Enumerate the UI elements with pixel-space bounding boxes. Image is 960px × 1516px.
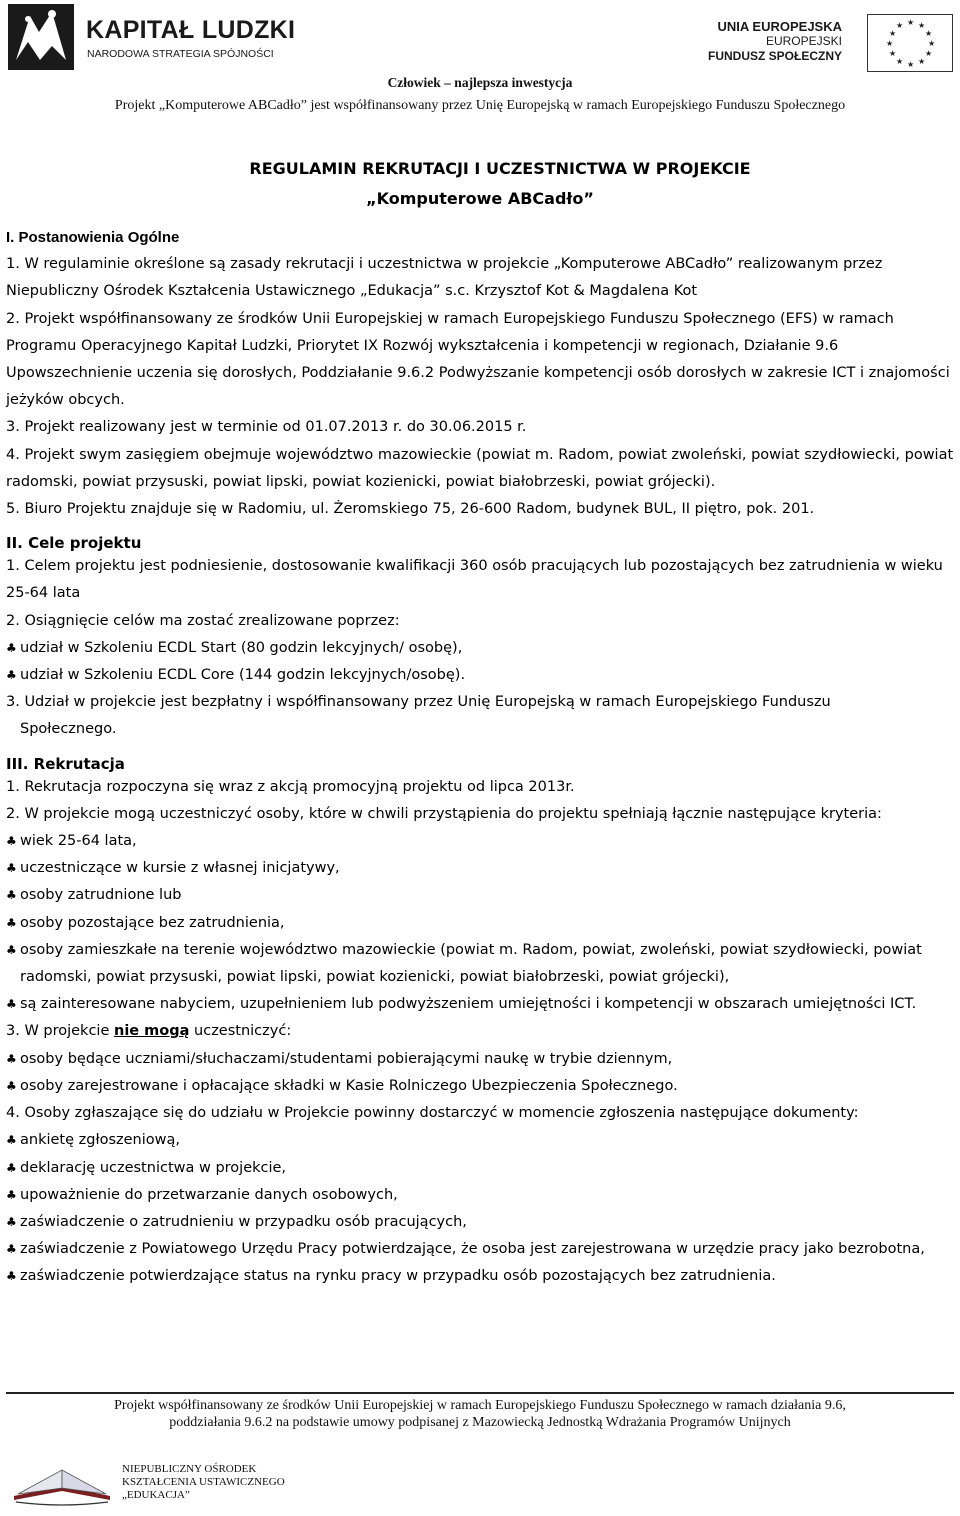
s3-criteria-3	[6, 882, 954, 909]
s3-criteria-2-text: uczestniczące w kursie z własnej inicjatywy,	[20, 860, 340, 877]
s3-excluded-1-text: osoby będące uczniami/słuchaczami/studentami pobierającymi naukę w trybie dziennym,	[20, 1050, 673, 1067]
s3-document-3	[6, 1182, 954, 1209]
svg-text:★: ★	[896, 57, 904, 66]
s3-item-3-emphasis: nie mogą	[114, 1023, 190, 1040]
s3-excluded-2	[6, 1073, 954, 1100]
s3-document-2	[6, 1155, 954, 1182]
s2-item-3-cont: Społecznego.	[20, 721, 117, 738]
section-1-heading: I. Postanowienia Ogólne	[6, 229, 180, 246]
s1-item-1: 1. W regulaminie określone są zasady rekrutacji i uczestnictwa w projekcie „Komputerowe ABCadło” realizowanym przez Niepubliczny Ośrodek Kształcenia Ustawicznego „Edukacja” s.c. Krzysztof Kot & Magdalena Kot	[6, 256, 883, 300]
footer-divider	[6, 1392, 954, 1394]
club-icon: ♣	[6, 668, 17, 683]
s3-document-4-text: zaświadczenie o zatrudnieniu w przypadku osób pracujących,	[20, 1213, 467, 1230]
s3-criteria-4-text: osoby pozostające bez zatrudnienia,	[20, 914, 285, 931]
s3-criteria-1	[6, 828, 954, 855]
s3-criteria-6	[6, 991, 954, 1018]
s3-criteria-5	[6, 937, 954, 991]
s3-item-3	[6, 1018, 954, 1045]
club-icon: ♣	[6, 1242, 17, 1257]
section-3-heading: III. Rekrutacja	[6, 754, 125, 773]
s2-bullet-2	[6, 662, 954, 689]
s3-criteria-3-text: osoby zatrudnione lub	[20, 887, 182, 904]
club-icon: ♣	[6, 1133, 17, 1148]
kapital-ludzki-emblem-icon	[6, 2, 78, 74]
s3-excluded-2-text: osoby zarejestrowane i opłacające składki w Kasie Rolniczego Ubezpieczenia Społecznego.	[20, 1077, 678, 1094]
eu-line2: EUROPEJSKI	[765, 34, 842, 48]
club-icon: ♣	[6, 942, 17, 957]
svg-text:★: ★	[886, 39, 894, 48]
s3-document-5-text: zaświadczenie z Powiatowego Urzędu Pracy potwierdzające, że osoba jest zarejestrowana w urzędzie pracy jako bezrobotna,	[20, 1241, 925, 1258]
svg-text:★: ★	[889, 29, 897, 38]
page-header	[0, 0, 960, 118]
document-title: REGULAMIN REKRUTACJI I UCZESTNICTWA W PROJEKCIE	[249, 159, 751, 178]
s2-item-1: 1. Celem projektu jest podniesienie, dostosowanie kwalifikacji 360 osób pracujących lub pozostających bez zatrudnienia w wieku 25-64 lata	[6, 558, 943, 602]
club-icon: ♣	[6, 640, 17, 655]
section-2-heading: II. Cele projektu	[6, 534, 142, 553]
s3-criteria-1-text: wiek 25-64 lata,	[20, 833, 137, 850]
s3-document-6-text: zaświadczenie potwierdzające status na rynku pracy w przypadku osób pozostających bez zatrudnienia.	[20, 1268, 776, 1285]
org-line-2: KSZTAŁCENIA USTAWICZNEGO	[122, 1476, 285, 1488]
kl-title: KAPITAŁ LUDZKI	[86, 16, 296, 44]
s2-bullet-2-text: udział w Szkoleniu ECDL Core (144 godzin lekcyjnych/osobę).	[20, 667, 466, 684]
svg-text:★: ★	[925, 49, 933, 58]
footer-line-1: Projekt współfinansowany ze środków Unii Europejskiej w ramach Europejskiego Funduszu Społecznego w ramach działania 9.6,	[114, 1398, 846, 1413]
s3-criteria-2	[6, 855, 954, 882]
club-icon: ♣	[6, 888, 17, 903]
s2-bullet-1	[6, 635, 954, 662]
s3-document-2-text: deklarację uczestnictwa w projekcie,	[20, 1159, 287, 1176]
svg-text:★: ★	[925, 29, 933, 38]
svg-text:★: ★	[918, 57, 926, 66]
eu-line1: UNIA EUROPEJSKA	[717, 19, 842, 34]
s1-item-5: 5. Biuro Projektu znajduje się w Radomiu, ul. Żeromskiego 75, 26-600 Radom, budynek BUL, II piętro, pok. 201.	[6, 501, 815, 518]
club-icon: ♣	[6, 834, 17, 849]
project-line: Projekt „Komputerowe ABCadło” jest współfinansowany przez Unię Europejską w ramach Europejskiego Funduszu Społecznego	[114, 98, 846, 113]
page-footer	[0, 1397, 960, 1431]
eu-text	[708, 19, 842, 64]
s2-item-3: 3. Udział w projekcie jest bezpłatny i współfinansowany przez Unię Europejską w ramach Europejskiego Funduszu	[6, 694, 831, 711]
svg-text:★: ★	[896, 21, 904, 30]
svg-text:★: ★	[889, 49, 897, 58]
club-icon: ♣	[6, 1269, 17, 1284]
organization-name	[122, 1463, 285, 1502]
s3-document-3-text: upoważnienie do przetwarzanie danych osobowych,	[20, 1186, 398, 1203]
s3-document-1	[6, 1127, 954, 1154]
club-icon: ♣	[6, 1160, 17, 1175]
club-icon: ♣	[6, 1214, 17, 1229]
eu-flag-icon	[867, 14, 953, 72]
s2-bullet-1-text: udział w Szkoleniu ECDL Start (80 godzin lekcyjnych/ osobę),	[20, 639, 463, 656]
club-icon: ♣	[6, 997, 17, 1012]
kl-subtitle: NARODOWA STRATEGIA SPÓJNOŚCI	[87, 48, 274, 60]
s3-item-4: 4. Osoby zgłaszające się do udziału w Projekcie powinny dostarczyć w momencie zgłoszenia następujące dokumenty:	[6, 1105, 859, 1122]
svg-text:★: ★	[907, 60, 915, 69]
s1-item-3: 3. Projekt realizowany jest w terminie od 01.07.2013 r. do 30.06.2015 r.	[6, 419, 527, 436]
s3-item-2: 2. W projekcie mogą uczestniczyć osoby, które w chwili przystąpienia do projektu spełniają łącznie następujące kryteria:	[6, 805, 882, 822]
s3-item-3-pre: 3. W projekcie	[6, 1023, 114, 1040]
s1-item-2: 2. Projekt współfinansowany ze środków Unii Europejskiej w ramach Europejskiego Funduszu Społecznego (EFS) w ramach Programu Operacyjnego Kapitał Ludzki, Priorytet IX Rozwój wykształcenia i kompetencji w regionach, Działanie 9.6 Upowszechnienie uczenia się dorosłych, Poddziałanie 9.6.2 Podwyższanie kompetencji osób dorosłych w zakresie ICT i znajomości jeżyków obcych.	[6, 310, 950, 409]
s3-item-1: 1. Rekrutacja rozpoczyna się wraz z akcją promocyjną projektu od lipca 2013r.	[6, 778, 575, 795]
tagline: Człowiek – najlepsza inwestycja	[387, 75, 573, 90]
club-icon: ♣	[6, 1187, 17, 1202]
svg-text:★: ★	[918, 21, 926, 30]
s3-document-5	[6, 1236, 954, 1263]
kapital-ludzki-logo	[6, 2, 296, 74]
s2-item-2: 2. Osiągnięcie celów ma zostać zrealizowane poprzez:	[6, 612, 400, 629]
s3-document-6	[6, 1263, 954, 1290]
svg-text:★: ★	[907, 18, 915, 27]
document-subtitle: „Komputerowe ABCadło”	[366, 189, 594, 208]
s3-document-1-text: ankietę zgłoszeniową,	[20, 1132, 180, 1149]
s3-criteria-5-text: osoby zamieszkałe na terenie województwo mazowieckie (powiat m. Radom, powiat, zwoleński, powiat szydłowiecki, powiat radomski, powiat przysuski, powiat lipski, powiat kozienicki, powiat białobrzeski, powiat grójecki),	[20, 941, 922, 986]
club-icon: ♣	[6, 861, 17, 876]
org-line-3: „EDUKACJA”	[122, 1489, 190, 1501]
club-icon: ♣	[6, 915, 17, 930]
s3-excluded-1	[6, 1046, 954, 1073]
eu-line3: FUNDUSZ SPOŁECZNY	[707, 49, 842, 63]
club-icon: ♣	[6, 1051, 17, 1066]
club-icon: ♣	[6, 1078, 17, 1093]
footer-line-2: poddziałania 9.6.2 na podstawie umowy podpisanej z Mazowiecką Jednostką Wdrażania Programów Unijnych	[169, 1415, 791, 1430]
svg-text:★: ★	[928, 39, 936, 48]
s1-item-4: 4. Projekt swym zasięgiem obejmuje województwo mazowieckie (powiat m. Radom, powiat zwoleński, powiat szydłowiecki, powiat radomski, powiat przysuski, powiat lipski, powiat kozienicki, powiat białobrzeski, powiat grójecki).	[6, 446, 954, 490]
s3-document-4	[6, 1209, 954, 1236]
s3-item-3-post: uczestniczyć:	[189, 1023, 292, 1040]
s3-criteria-6-text: są zainteresowane nabyciem, uzupełnieniem lub podwyższeniem umiejętności i kompetencji w obszarach umiejętności ICT.	[20, 996, 917, 1013]
eu-logo	[707, 14, 954, 72]
org-line-1: NIEPUBLICZNY OŚRODEK	[122, 1463, 257, 1475]
document-body	[6, 154, 954, 1291]
s3-criteria-4	[6, 910, 954, 937]
